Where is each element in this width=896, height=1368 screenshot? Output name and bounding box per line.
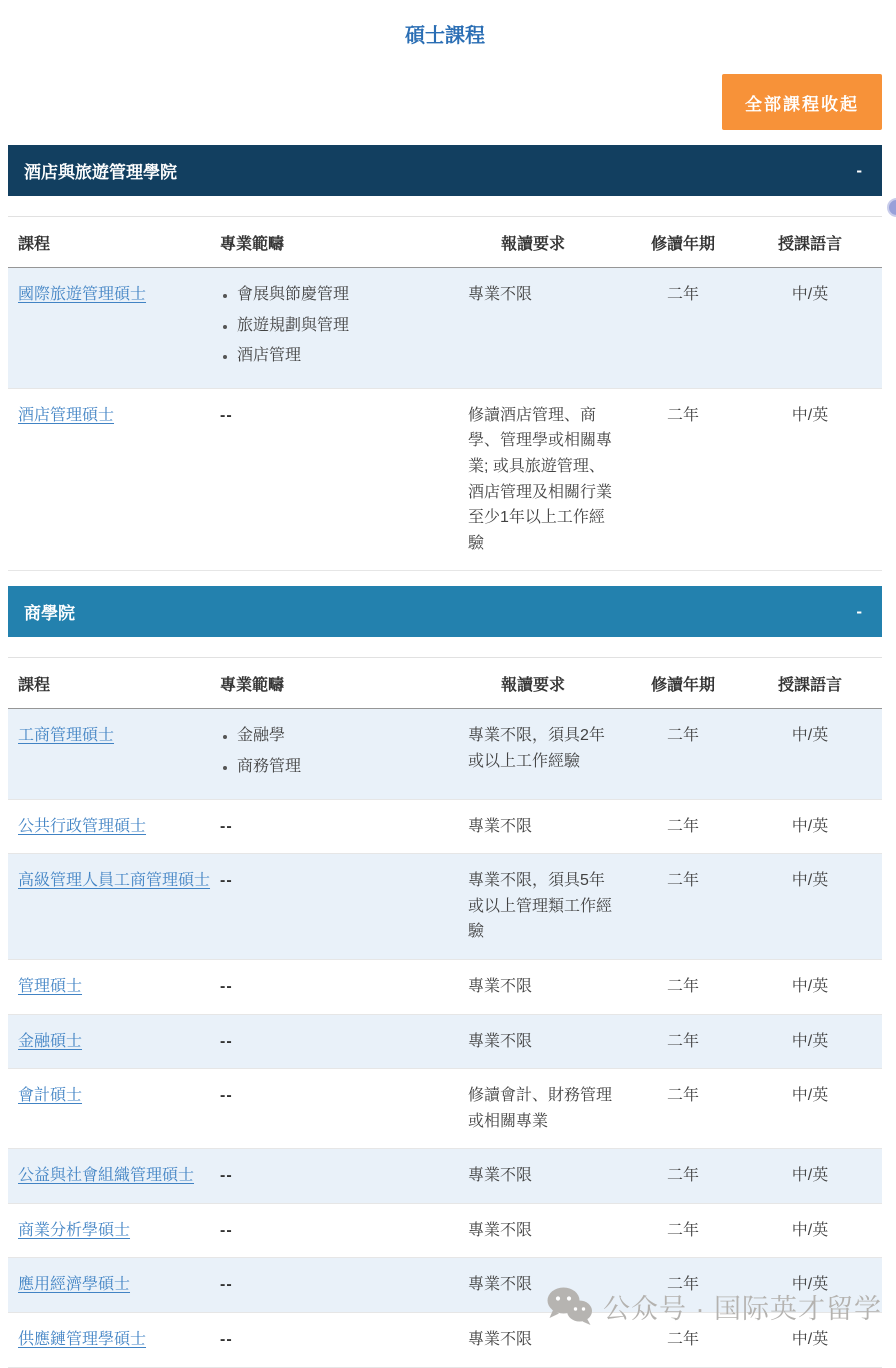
requirement-cell: 專業不限 [438, 268, 628, 389]
table-row [8, 709, 882, 799]
requirement-cell: 專業不限 [438, 1258, 628, 1313]
course-link[interactable]: 應用經濟學碩士 [18, 1276, 131, 1294]
specialization-cell [210, 1069, 438, 1149]
specialization-cell [210, 709, 438, 799]
toolbar [8, 74, 882, 130]
table-header-row [8, 658, 882, 709]
course-cell [8, 388, 210, 571]
course-table [8, 216, 882, 571]
specialization-cell [210, 1258, 438, 1313]
specialization-item: • 酒店管理 [237, 343, 438, 369]
course-link[interactable]: 國際旅遊管理碩士 [18, 286, 147, 303]
course-cell [8, 799, 210, 854]
course-cell [8, 1069, 210, 1149]
course-table [8, 657, 882, 1367]
specialization-dash: -- [220, 1221, 233, 1239]
course-link[interactable]: 供應鏈管理學碩士 [18, 1331, 147, 1349]
column-header: 課程 [8, 217, 210, 268]
language-cell: 中/英 [738, 1149, 882, 1204]
table-header-row [8, 217, 882, 268]
course-link[interactable]: 管理碩士 [18, 977, 83, 995]
collapse-all-button[interactable]: 全部課程收起 [722, 74, 882, 130]
requirement-cell: 修讀會計、財務管理或相關專業 [438, 1069, 628, 1149]
requirement-cell: 專業不限 [438, 959, 628, 1014]
specialization-dash: -- [220, 872, 233, 890]
table-row [8, 854, 882, 960]
language-cell: 中/英 [738, 1014, 882, 1069]
specialization-list [220, 282, 438, 369]
requirement-cell: 專業不限 [438, 799, 628, 854]
collapse-minus-icon[interactable]: - [856, 161, 862, 180]
specialization-item: • 旅遊規劃與管理 [237, 313, 438, 339]
specialization-list [220, 723, 438, 779]
language-cell: 中/英 [738, 709, 882, 799]
course-link[interactable]: 商業分析學碩士 [18, 1221, 131, 1239]
duration-cell: 二年 [628, 1069, 738, 1149]
faculty-section [8, 145, 882, 571]
page-title: 碩士課程 [405, 25, 485, 47]
faculty-section [8, 586, 882, 1367]
specialization-item: • 商務管理 [237, 754, 438, 780]
column-header: 授課語言 [738, 658, 882, 709]
requirement-cell: 修讀酒店管理、商學、管理學或相關專業; 或具旅遊管理、酒店管理及相關行業至少1年以上工作經驗 [438, 388, 628, 571]
course-link[interactable]: 公益與社會組織管理碩士 [18, 1167, 195, 1185]
specialization-dash: -- [220, 1087, 233, 1105]
course-link[interactable]: 會計碩士 [18, 1087, 83, 1105]
requirement-cell: 專業不限 [438, 1014, 628, 1069]
column-header: 報讀要求 [438, 658, 628, 709]
language-cell: 中/英 [738, 799, 882, 854]
language-cell: 中/英 [738, 1313, 882, 1368]
table-row [8, 1069, 882, 1149]
specialization-dash: -- [220, 977, 233, 995]
specialization-cell [210, 799, 438, 854]
floating-widget[interactable] [887, 198, 896, 217]
column-header: 修讀年期 [628, 658, 738, 709]
column-header: 報讀要求 [438, 217, 628, 268]
column-header: 課程 [8, 658, 210, 709]
language-cell: 中/英 [738, 959, 882, 1014]
specialization-cell [210, 1149, 438, 1204]
duration-cell: 二年 [628, 1258, 738, 1313]
duration-cell: 二年 [628, 1313, 738, 1368]
course-link[interactable]: 金融碩士 [18, 1032, 83, 1050]
requirement-cell: 專業不限 [438, 1313, 628, 1368]
column-header: 專業範疇 [210, 217, 438, 268]
specialization-item: • 會展與節慶管理 [237, 282, 438, 308]
course-cell [8, 709, 210, 799]
column-header: 修讀年期 [628, 217, 738, 268]
language-cell: 中/英 [738, 1069, 882, 1149]
column-header: 授課語言 [738, 217, 882, 268]
course-cell [8, 1014, 210, 1069]
course-link[interactable]: 高級管理人員工商管理碩士 [18, 872, 211, 890]
duration-cell: 二年 [628, 799, 738, 854]
faculty-name: 商學院 [24, 604, 75, 624]
course-cell [8, 959, 210, 1014]
course-cell [8, 1258, 210, 1313]
table-row [8, 388, 882, 571]
collapse-minus-icon[interactable]: - [856, 602, 862, 622]
duration-cell: 二年 [628, 268, 738, 389]
duration-cell: 二年 [628, 709, 738, 799]
specialization-cell [210, 1014, 438, 1069]
specialization-cell [210, 854, 438, 960]
faculty-sections [8, 145, 882, 1368]
duration-cell: 二年 [628, 1203, 738, 1258]
course-cell [8, 1313, 210, 1368]
table-row [8, 959, 882, 1014]
faculty-header[interactable] [8, 586, 882, 637]
specialization-dash: -- [220, 1276, 233, 1294]
requirement-cell: 專業不限，須具5年或以上管理類工作經驗 [438, 854, 628, 960]
duration-cell: 二年 [628, 388, 738, 571]
course-link[interactable]: 工商管理碩士 [18, 727, 115, 745]
table-row [8, 1203, 882, 1258]
requirement-cell: 專業不限，須具2年或以上工作經驗 [438, 709, 628, 799]
specialization-cell [210, 388, 438, 571]
course-link[interactable]: 公共行政管理碩士 [18, 817, 147, 835]
specialization-cell [210, 1313, 438, 1368]
duration-cell: 二年 [628, 1014, 738, 1069]
language-cell: 中/英 [738, 1203, 882, 1258]
table-row [8, 1149, 882, 1204]
page-container [8, 0, 882, 1368]
duration-cell: 二年 [628, 1149, 738, 1204]
table-row [8, 268, 882, 389]
specialization-cell [210, 268, 438, 389]
language-cell: 中/英 [738, 1258, 882, 1313]
faculty-header[interactable] [8, 145, 882, 196]
language-cell: 中/英 [738, 388, 882, 571]
requirement-cell: 專業不限 [438, 1149, 628, 1204]
course-cell [8, 1203, 210, 1258]
table-row [8, 1014, 882, 1069]
course-cell [8, 854, 210, 960]
table-row [8, 1313, 882, 1368]
column-header: 專業範疇 [210, 658, 438, 709]
watermark-text: 公众号 · 国际英才留学 [603, 1293, 882, 1324]
duration-cell: 二年 [628, 854, 738, 960]
table-row [8, 1258, 882, 1313]
specialization-cell [210, 959, 438, 1014]
requirement-cell: 專業不限 [438, 1203, 628, 1258]
specialization-dash: -- [220, 1032, 233, 1050]
specialization-item: • 金融學 [237, 723, 438, 749]
specialization-dash: -- [220, 1331, 233, 1349]
language-cell: 中/英 [738, 854, 882, 960]
specialization-dash: -- [220, 1167, 233, 1185]
specialization-cell [210, 1203, 438, 1258]
table-row [8, 799, 882, 854]
faculty-name: 酒店與旅遊管理學院 [24, 163, 177, 182]
duration-cell: 二年 [628, 959, 738, 1014]
course-link[interactable]: 酒店管理碩士 [18, 406, 115, 424]
course-cell [8, 1149, 210, 1204]
language-cell: 中/英 [738, 268, 882, 389]
course-cell [8, 268, 210, 389]
specialization-dash: -- [220, 406, 233, 424]
specialization-dash: -- [220, 817, 233, 835]
